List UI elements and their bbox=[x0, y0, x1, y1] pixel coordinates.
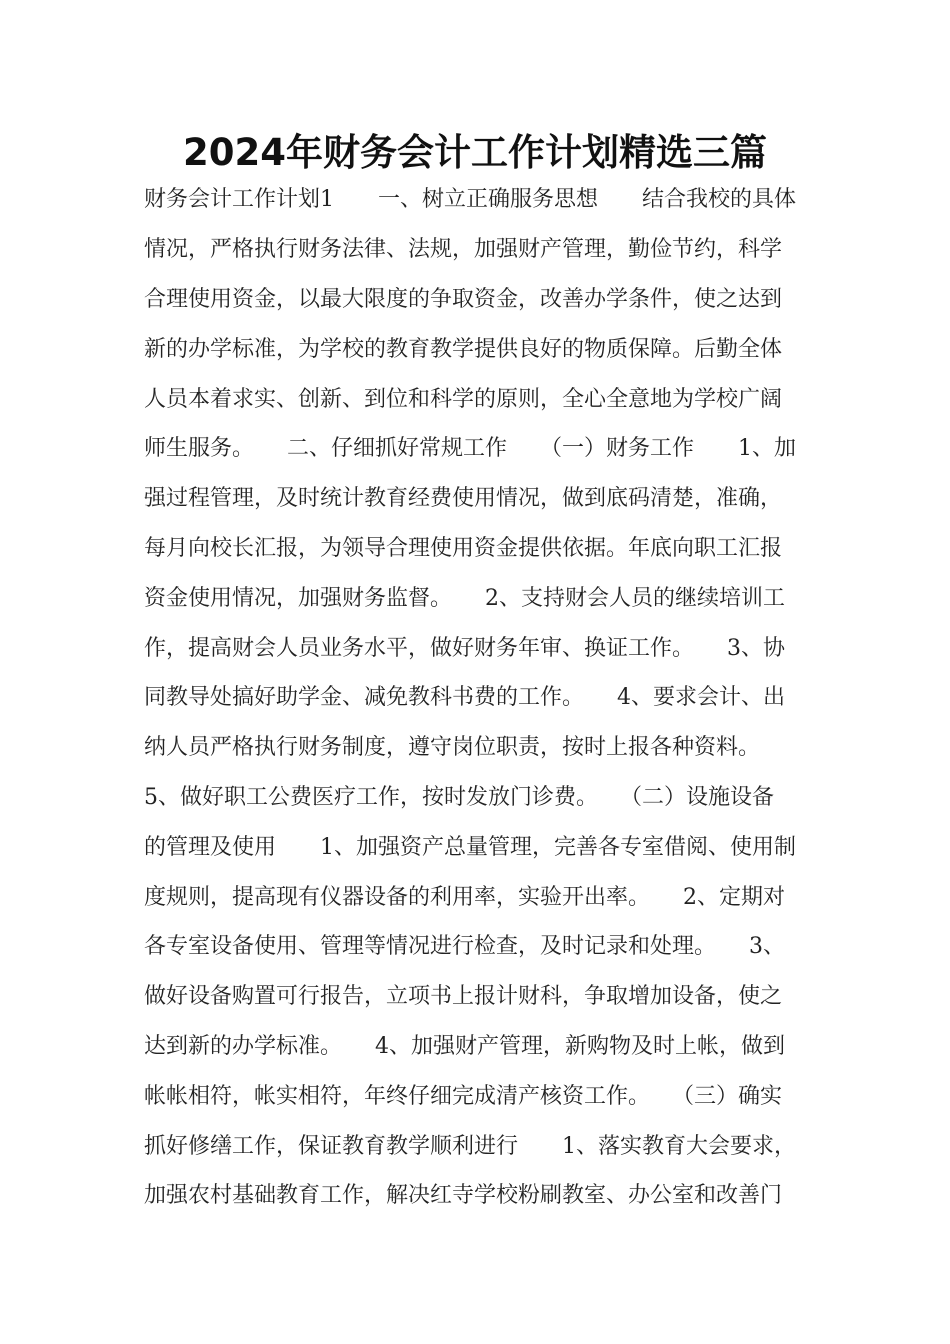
body-line: 做好设备购置可行报告，立项书上报计财科，争取增加设备，使之 bbox=[144, 984, 783, 1009]
body-line: 人员本着求实、创新、到位和科学的原则，全心全意地为学校广阔 bbox=[144, 387, 783, 412]
body-line: 师生服务。 二、仔细抓好常规工作 （一）财务工作 1、加 bbox=[144, 436, 796, 461]
body-line: 合理使用资金，以最大限度的争取资金，改善办学条件，使之达到 bbox=[144, 287, 783, 312]
body-line: 帐帐相符，帐实相符，年终仔细完成清产核资工作。 （三）确实 bbox=[144, 1084, 783, 1109]
body-line: 5、做好职工公费医疗工作，按时发放门诊费。 （二）设施设备 bbox=[144, 785, 774, 810]
body-line: 抓好修缮工作，保证教育教学顺利进行 1、落实教育大会要求， bbox=[144, 1134, 796, 1159]
body-line: 达到新的办学标准。 4、加强财产管理，新购物及时上帐，做到 bbox=[144, 1034, 785, 1059]
body-line: 每月向校长汇报，为领导合理使用资金提供依据。年底向职工汇报 bbox=[144, 536, 783, 561]
body-line: 的管理及使用 1、加强资产总量管理，完善各专室借阅、使用制 bbox=[144, 835, 796, 860]
body-line: 度规则，提高现有仪器设备的利用率，实验开出率。 2、定期对 bbox=[144, 885, 785, 910]
body-line: 资金使用情况，加强财务监督。 2、支持财会人员的继续培训工 bbox=[144, 586, 785, 611]
body-line: 作，提高财会人员业务水平，做好财务年审、换证工作。 3、协 bbox=[144, 636, 785, 661]
body-line: 强过程管理，及时统计教育经费使用情况，做到底码清楚，准确， bbox=[144, 486, 783, 511]
body-line: 纳人员严格执行财务制度，遵守岗位职责，按时上报各种资料。 bbox=[144, 735, 761, 760]
body-line: 财务会计工作计划1 一、树立正确服务思想 结合我校的具体 bbox=[144, 187, 796, 212]
document-title: 2024年财务会计工作计划精选三篇 bbox=[183, 131, 767, 174]
body-line: 加强农村基础教育工作，解决红寺学校粉刷教室、办公室和改善门 bbox=[144, 1183, 783, 1208]
body-line: 情况，严格执行财务法律、法规，加强财产管理，勤俭节约，科学 bbox=[144, 237, 783, 262]
body-line: 各专室设备使用、管理等情况进行检查，及时记录和处理。 3、 bbox=[144, 934, 785, 959]
body-line: 同教导处搞好助学金、减免教科书费的工作。 4、要求会计、出 bbox=[144, 685, 785, 710]
body-line: 新的办学标准，为学校的教育教学提供良好的物质保障。后勤全体 bbox=[144, 337, 783, 362]
